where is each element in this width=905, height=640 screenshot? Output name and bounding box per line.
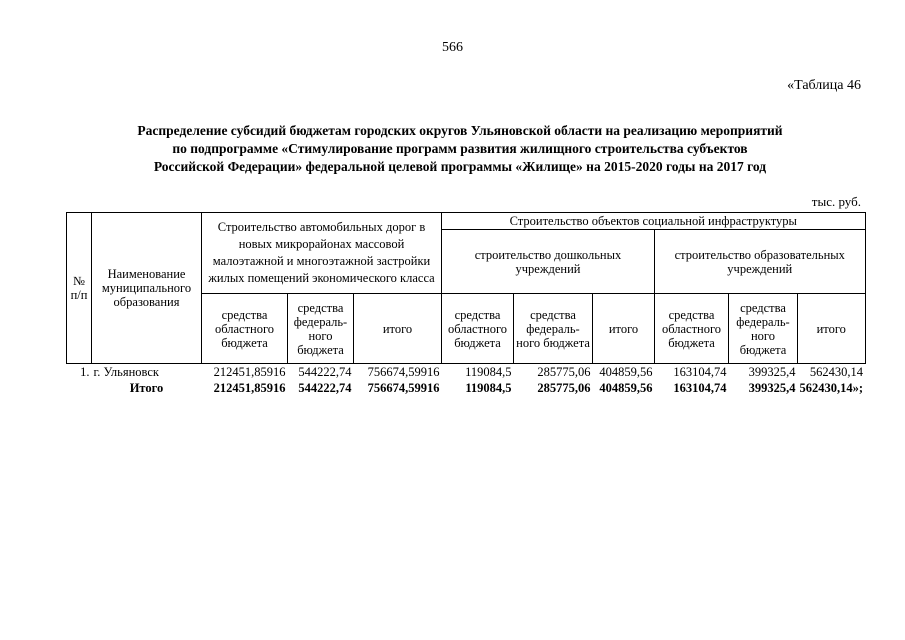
cell-value: 163104,74 xyxy=(673,365,727,379)
total-value: 544222,74 xyxy=(298,381,352,395)
total-value: 756674,59916 xyxy=(367,381,440,395)
header-road-construction: Строительство автомобильных дорог в новых микрорайонах массовой малоэтажной и многоэтажной застройки жилых помещений экономического класса xyxy=(202,213,442,294)
row-number: 1. xyxy=(80,365,90,379)
total-value: 562430,14»; xyxy=(799,381,864,395)
cell-value: 212451,85916 xyxy=(213,365,286,379)
units-label: тыс. руб. xyxy=(811,194,861,209)
header-schools: строительство образовательных учреждений xyxy=(655,230,866,294)
total-label: Итого xyxy=(129,381,164,395)
subsidy-table xyxy=(66,212,866,396)
total-row xyxy=(67,380,866,396)
cell-value: 404859,56 xyxy=(599,365,653,379)
header-preschool-federal: средства федераль-ного бюджета xyxy=(514,294,593,364)
header-preschool: строительство дошкольных учреждений xyxy=(442,230,655,294)
title-line-3: Российской Федерации» федеральной целевой программы «Жилище» на 2015-2020 годы на 2017 год xyxy=(153,159,767,174)
total-value: 163104,74 xyxy=(673,381,727,395)
page-number: 566 xyxy=(442,40,463,55)
cell-value: 544222,74 xyxy=(298,365,352,379)
total-value: 212451,85916 xyxy=(213,381,286,395)
table-row xyxy=(67,364,866,381)
cell-value: 119084,5 xyxy=(465,365,512,379)
header-roads-federal: средства федераль-ного бюджета xyxy=(288,294,354,364)
cell-value: 399325,4 xyxy=(748,365,796,379)
document-title xyxy=(60,122,860,176)
total-value: 399325,4 xyxy=(748,381,796,395)
header-social-infrastructure: Строительство объектов социальной инфраструктуры xyxy=(442,213,866,230)
header-preschool-regional: средства областного бюджета xyxy=(442,294,514,364)
header-number: № п/п xyxy=(67,213,92,364)
total-value: 119084,5 xyxy=(465,381,512,395)
title-line-1: Распределение субсидий бюджетам городских округов Ульяновской области на реализацию мероприятий xyxy=(137,123,783,138)
table-caption: «Таблица 46 xyxy=(787,78,861,93)
header-schools-total: итого xyxy=(798,294,866,364)
total-value: 285775,06 xyxy=(537,381,591,395)
total-value: 404859,56 xyxy=(599,381,653,395)
header-schools-federal: средства федераль-ного бюджета xyxy=(729,294,798,364)
header-municipality: Наименование муниципального образования xyxy=(92,213,202,364)
title-line-2: по подпрограмме «Стимулирование программ развития жилищного строительства субъектов xyxy=(172,141,748,156)
header-schools-regional: средства областного бюджета xyxy=(655,294,729,364)
header-preschool-total: итого xyxy=(593,294,655,364)
header-roads-regional: средства областного бюджета xyxy=(202,294,288,364)
row-municipality: г. Ульяновск xyxy=(93,365,159,379)
cell-value: 562430,14 xyxy=(809,365,864,379)
cell-value: 756674,59916 xyxy=(367,365,440,379)
cell-value: 285775,06 xyxy=(537,365,591,379)
header-roads-total: итого xyxy=(354,294,442,364)
